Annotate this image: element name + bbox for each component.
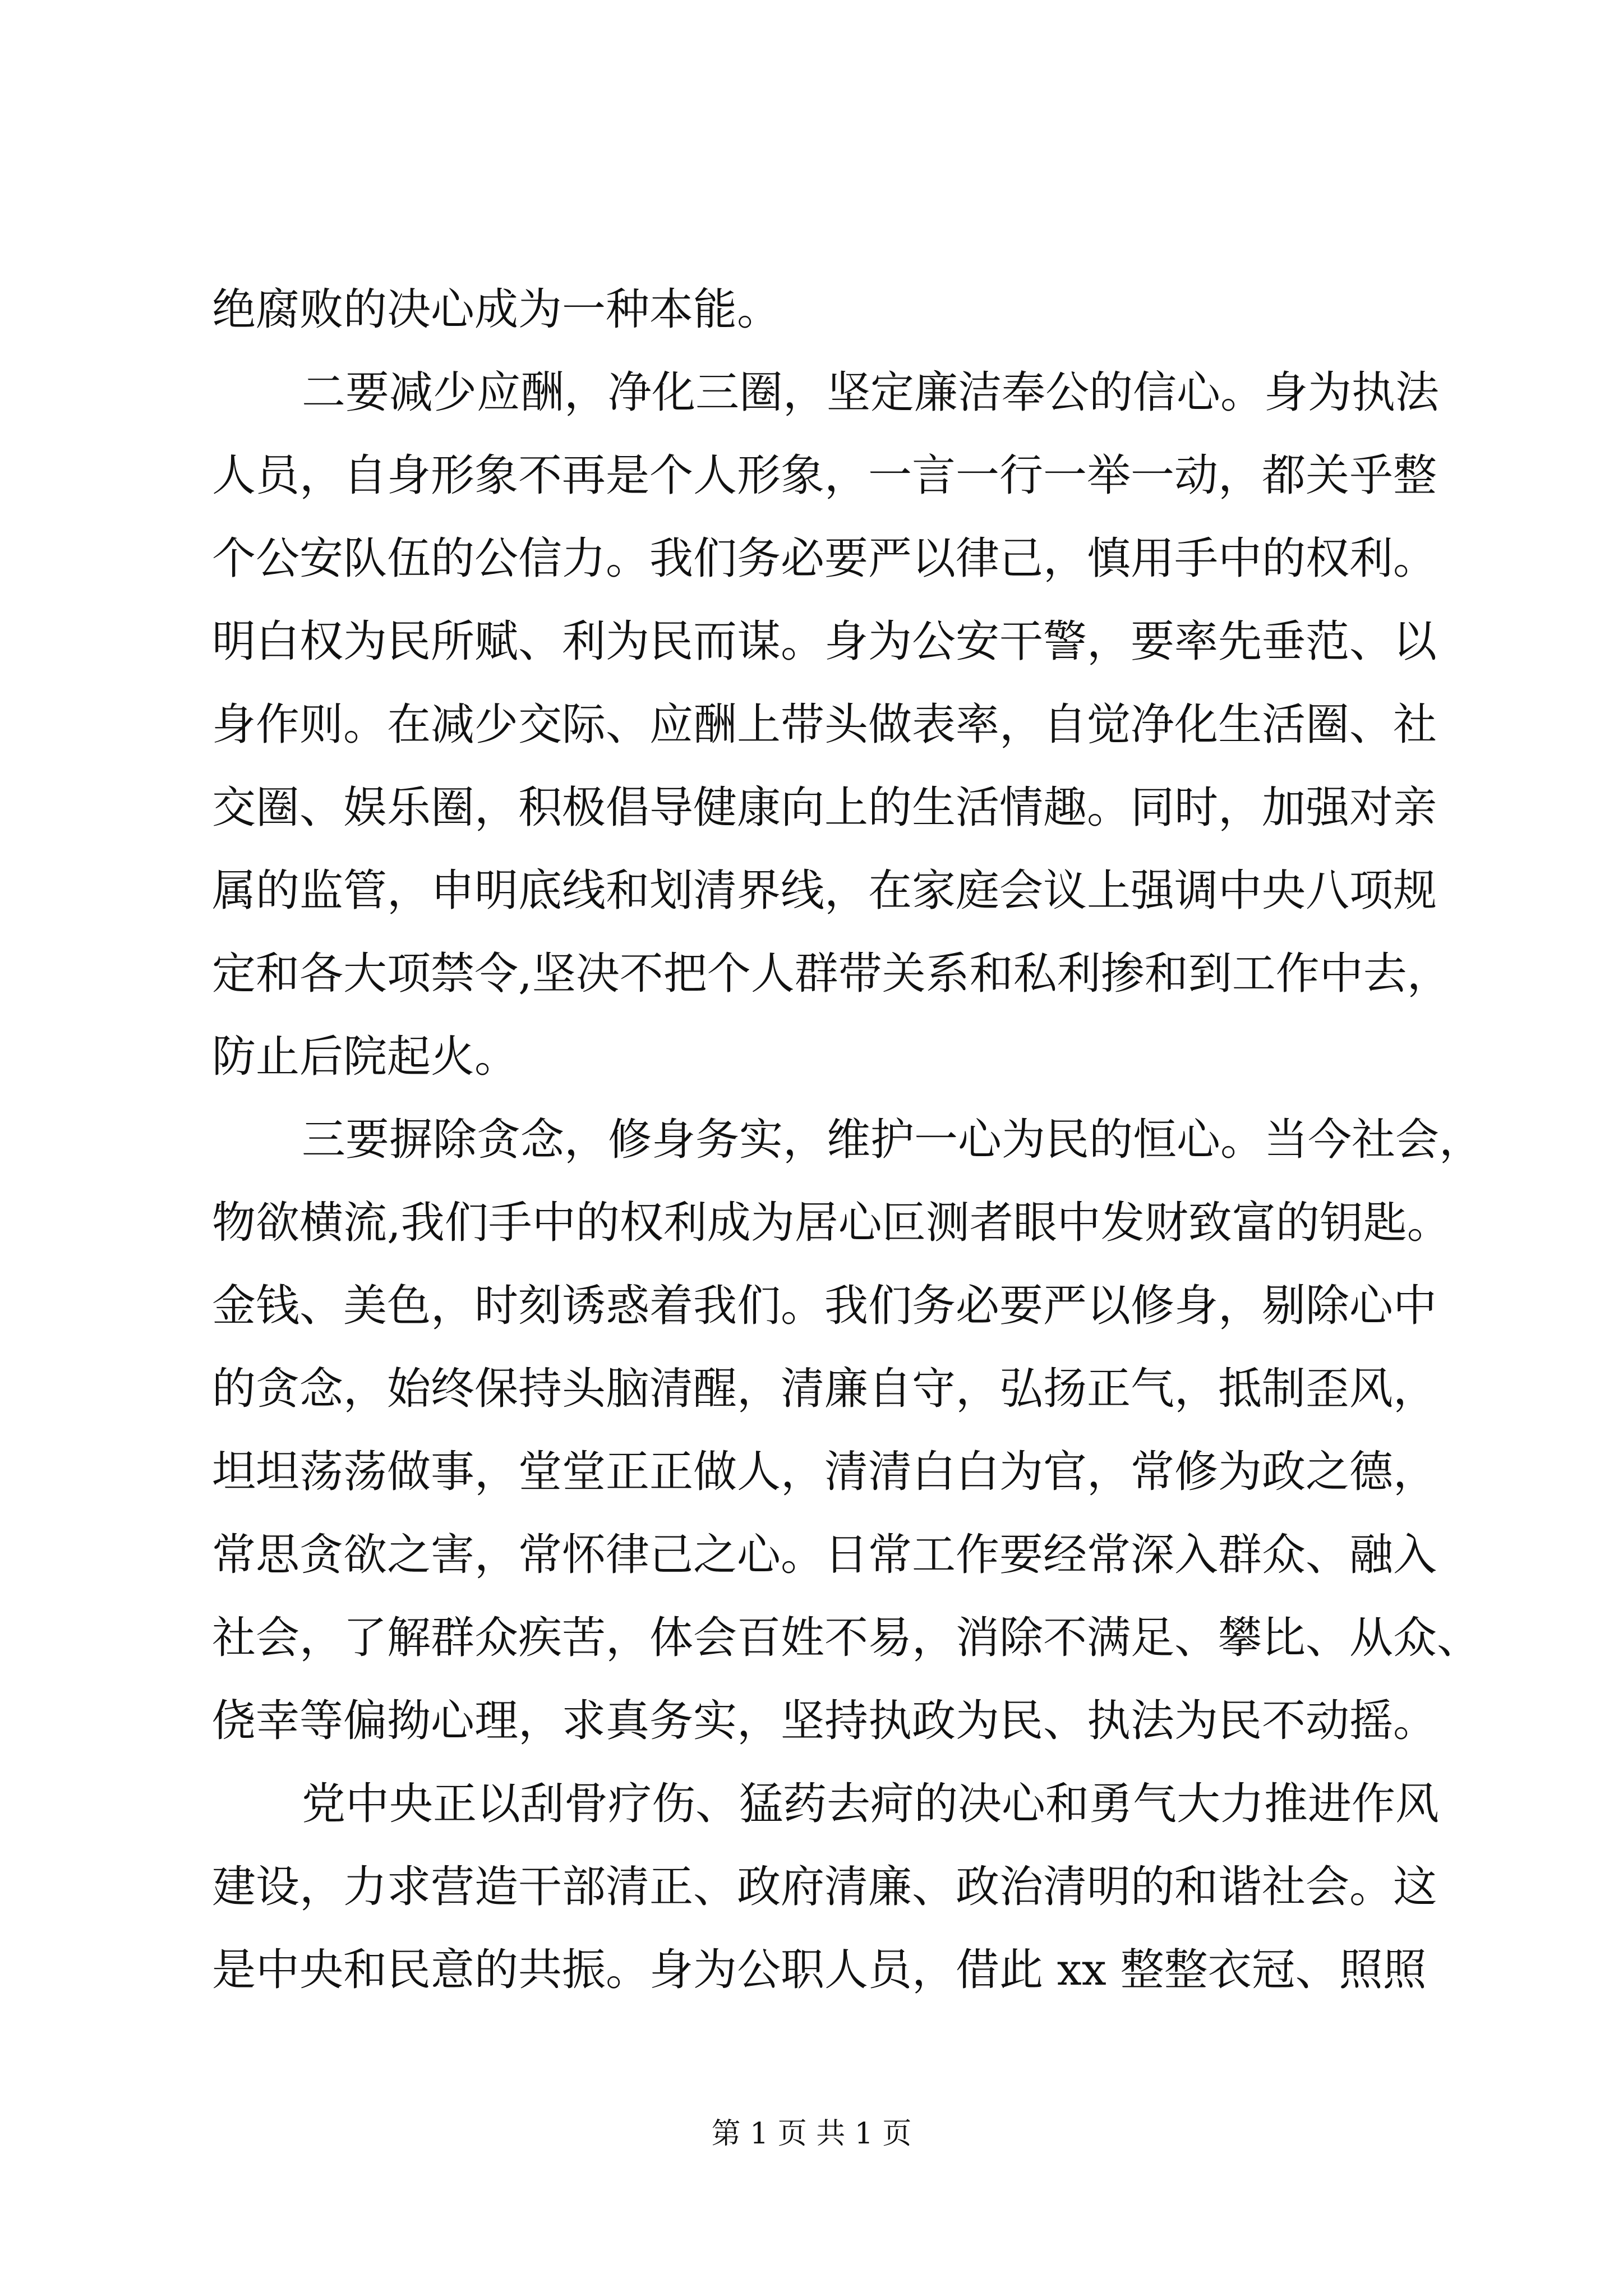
text-line: 社会，了解群众疾苦，体会百姓不易，消除不满足、攀比、从众、 — [212, 1613, 1481, 1663]
text-line: 交圈、娱乐圈，积极倡导健康向上的生活情趣。同时，加强对亲 — [212, 783, 1437, 833]
text-line: 党中央正以刮骨疗伤、猛药去疴的决心和勇气大力推进作风 — [302, 1779, 1440, 1829]
text-line: 定和各大项禁令,坚决不把个人群带关系和私利掺和到工作中去， — [212, 949, 1451, 999]
text-line: 是中央和民意的共振。身为公职人员，借此 xx 整整衣冠、照照 — [212, 1945, 1427, 1995]
paragraph-eliminate-greed — [212, 1098, 1483, 1763]
text-line: 属的监管，申明底线和划清界线，在家庭会议上强调中央八项规 — [212, 866, 1437, 916]
text-line: 绝腐败的决心成为一种本能。 — [212, 284, 781, 335]
paragraph-continuation — [212, 268, 1411, 351]
text-line: 身作则。在减少交际、应酬上带头做表率，自觉净化生活圈、社 — [212, 700, 1437, 750]
text-line: 明白权为民所赋、利为民而谋。身为公安干警，要率先垂范、以 — [212, 616, 1437, 667]
text-line: 人员，自身形象不再是个人形象，一言一行一举一动，都关乎整 — [212, 450, 1437, 501]
page-number: 第 1 页 共 1 页 — [711, 2117, 912, 2151]
text-line: 二要减少应酬，净化三圈，坚定廉洁奉公的信心。身为执法 — [302, 367, 1440, 418]
text-line: 三要摒除贪念，修身务实，维护一心为民的恒心。当今社会， — [302, 1115, 1483, 1165]
text-line: 防止后院起火。 — [212, 1032, 519, 1082]
text-line: 个公安队伍的公信力。我们务必要严以律己，慎用手中的权利。 — [212, 533, 1437, 584]
text-line: 建设，力求营造干部清正、政府清廉、政治清明的和谐社会。这 — [212, 1862, 1437, 1912]
text-line: 物欲横流,我们手中的权利成为居心叵测者眼中发财致富的钥匙。 — [212, 1198, 1451, 1248]
paragraph-reduce-entertainment — [212, 351, 1451, 1098]
text-line: 侥幸等偏拗心理，求真务实，坚持执政为民、执法为民不动摇。 — [212, 1696, 1437, 1746]
text-line: 的贪念，始终保持头脑清醒，清廉自守，弘扬正气，抵制歪风， — [212, 1364, 1437, 1414]
paragraph-party-central — [212, 1763, 1440, 2012]
text-line: 常思贪欲之害，常怀律己之心。日常工作要经常深入群众、融入 — [212, 1530, 1437, 1580]
page-footer — [0, 2114, 1623, 2154]
text-line: 金钱、美色，时刻诱惑着我们。我们务必要严以修身，剔除心中 — [212, 1281, 1437, 1331]
text-line: 坦坦荡荡做事，堂堂正正做人，清清白白为官，常修为政之德， — [212, 1447, 1437, 1497]
document-body — [212, 268, 1483, 2012]
